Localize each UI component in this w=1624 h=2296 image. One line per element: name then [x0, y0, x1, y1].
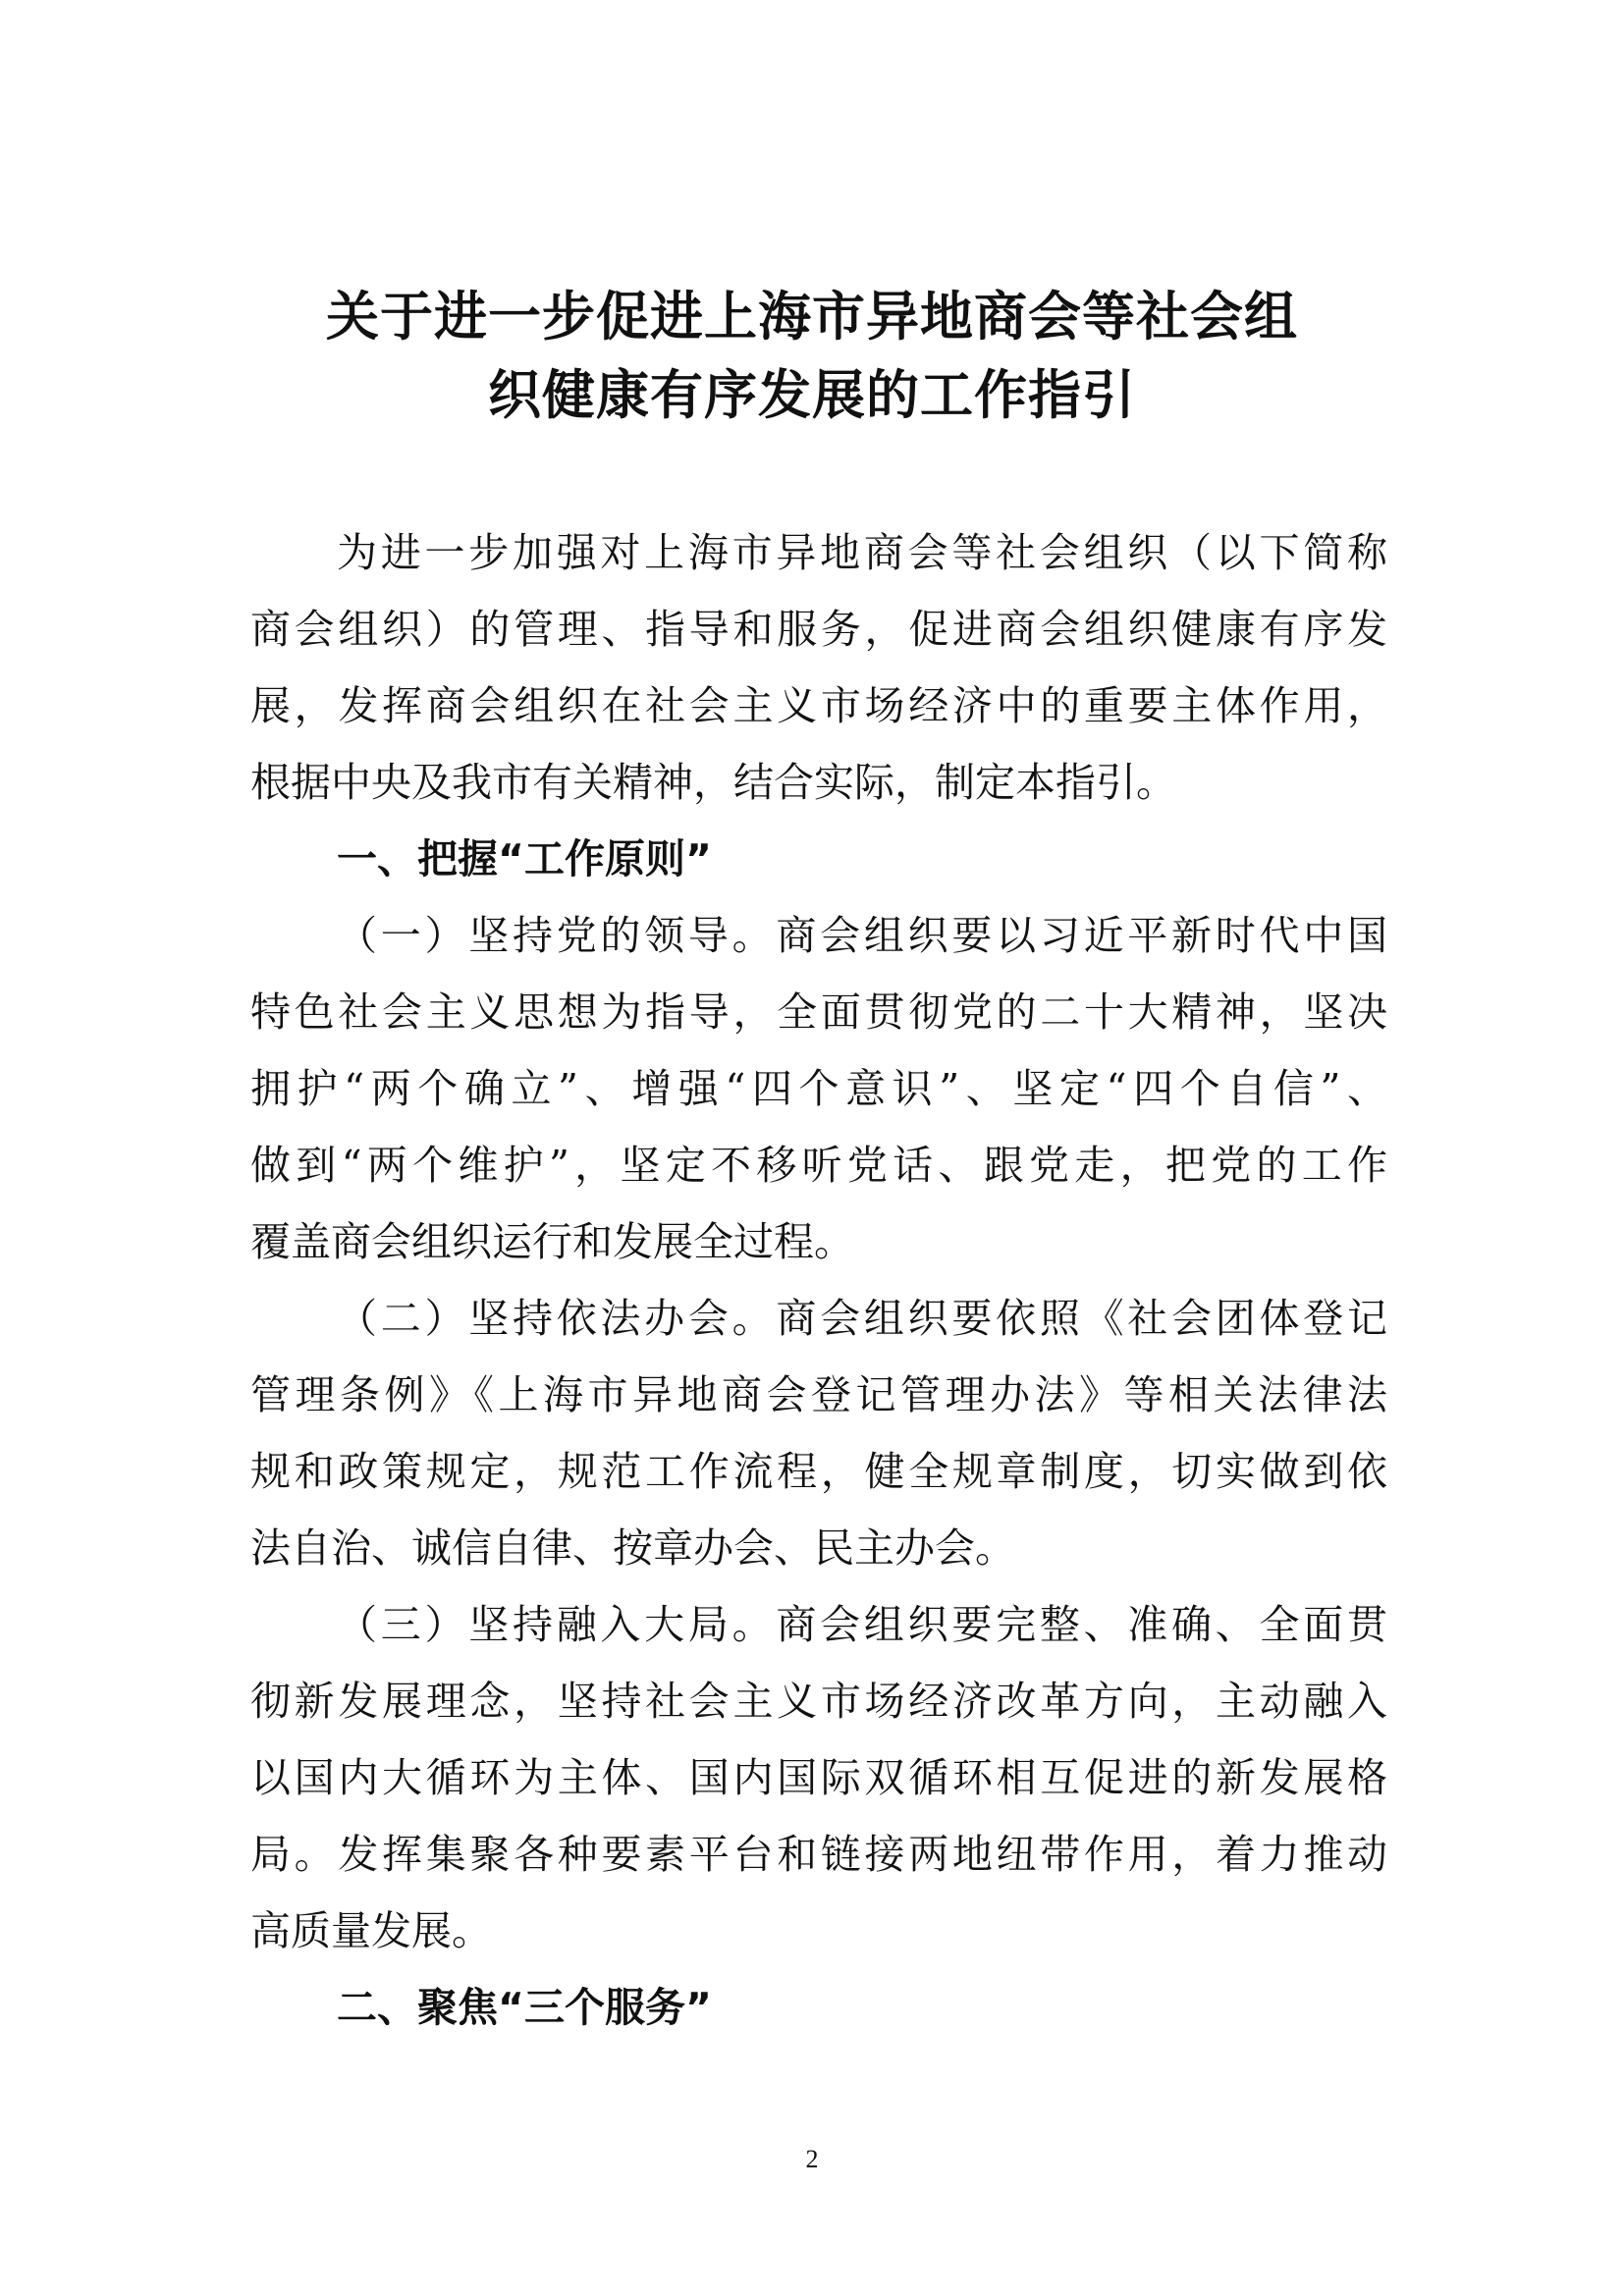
- document-title-line-2: 织健康有序发展的工作指引: [488, 363, 1136, 426]
- body-text-line: 商会组织）的管理、指导和服务，促进商会组织健康有序发: [250, 606, 1387, 653]
- body-text-line: 根据中央及我市有关精神，结合实际，制定本指引。: [250, 759, 1176, 806]
- body-text-line: 法自治、诚信自律、按章办会、民主办会。: [250, 1524, 1015, 1572]
- body-text-line: 覆盖商会组织运行和发展全过程。: [250, 1218, 854, 1265]
- body-text-line: 拥护“两个确立”、增强“四个意识”、坚定“四个自信”、: [250, 1065, 1387, 1112]
- body-text-line: 为进一步加强对上海市异地商会等社会组织（以下简称: [337, 529, 1387, 576]
- document-title-line-1: 关于进一步促进上海市异地商会等社会组: [326, 285, 1298, 347]
- body-text-line: 高质量发展。: [250, 1907, 492, 1954]
- document-body: [250, 514, 1387, 2046]
- body-text-line: （三）坚持融入大局。商会组织要完整、准确、全面贯: [337, 1601, 1387, 1648]
- body-text-line: 特色社会主义思想为指导，全面贯彻党的二十大精神，坚决: [250, 988, 1387, 1036]
- body-text-line: 做到“两个维护”，坚定不移听党话、跟党走，把党的工作: [250, 1142, 1387, 1189]
- section-heading: 一、把握“工作原则”: [337, 835, 712, 882]
- page-number: 2: [805, 2145, 819, 2173]
- body-text-line: 管理条例》《上海市异地商会登记管理办法》等相关法律法: [250, 1371, 1387, 1418]
- body-text-line: 展，发挥商会组织在社会主义市场经济中的重要主体作用，: [250, 682, 1387, 729]
- body-text-line: 以国内大循环为主体、国内国际双循环相互促进的新发展格: [250, 1754, 1387, 1801]
- body-text-line: （一）坚持党的领导。商会组织要以习近平新时代中国: [337, 912, 1387, 959]
- body-text-line: 规和政策规定，规范工作流程，健全规章制度，切实做到依: [250, 1448, 1387, 1495]
- body-text-line: 局。发挥集聚各种要素平台和链接两地纽带作用，着力推动: [250, 1831, 1387, 1878]
- section-heading: 二、聚焦“三个服务”: [337, 1984, 712, 2031]
- body-text-line: 彻新发展理念，坚持社会主义市场经济改革方向，主动融入: [250, 1678, 1387, 1725]
- body-text-line: （二）坚持依法办会。商会组织要依照《社会团体登记: [337, 1295, 1387, 1342]
